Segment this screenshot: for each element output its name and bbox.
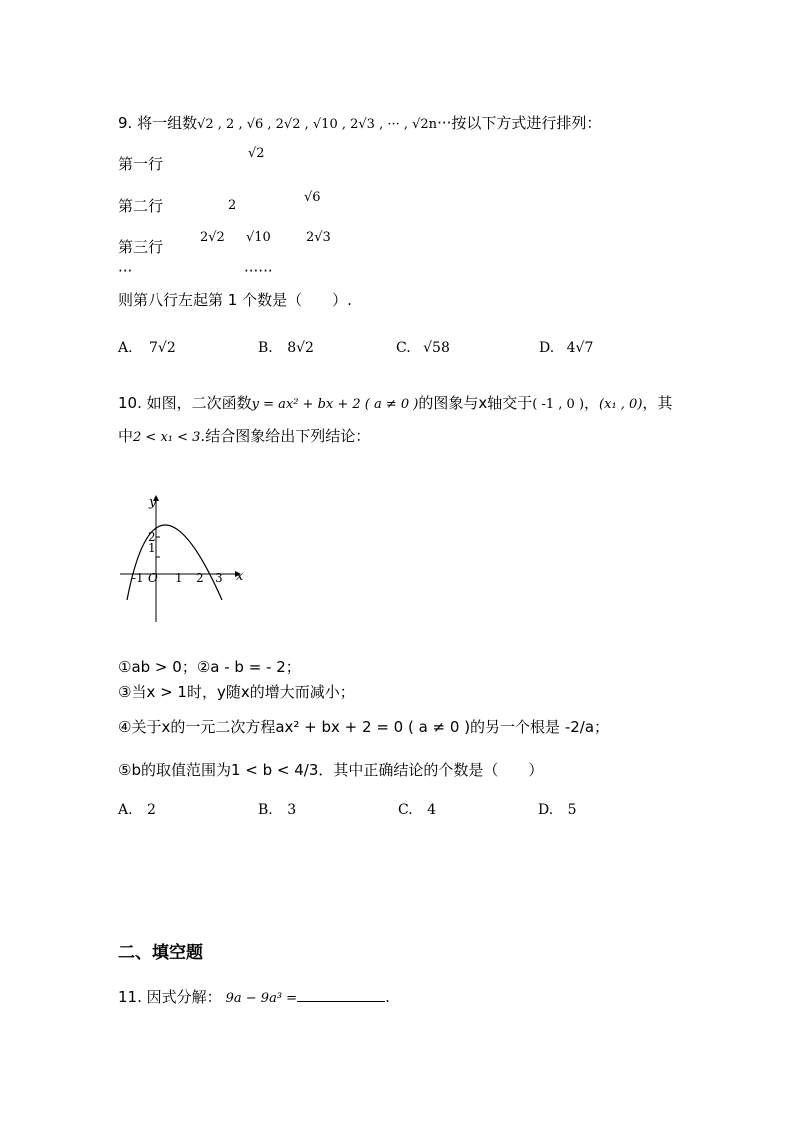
q9-row3-item1: 2√2 [200, 230, 225, 245]
option-letter: B. [258, 340, 273, 356]
q9-row2-item1: 2 [228, 198, 237, 213]
x-tick-label-2: 2 [196, 571, 204, 585]
q10-instruction: .结合图象给出下列结论： [200, 427, 371, 445]
q10-option-d[interactable] [538, 802, 577, 818]
q10-conclusion-1 [118, 656, 301, 677]
option-value: 8√2 [287, 340, 314, 356]
q11-period: . [385, 988, 390, 1006]
q9-option-c[interactable] [396, 340, 450, 356]
x-axis-label: x [236, 569, 244, 584]
conclusion-text: b的取值范围为1 < b < 4/3．其中正确结论的个数是（ ） [131, 761, 544, 779]
q10-zhong: 中 [118, 427, 134, 445]
q9-stem-suffix: ···按以下方式进行排列： [437, 114, 602, 132]
q10-inequality: 2 < x₁ < 3 [133, 430, 201, 445]
conclusion-number: ① [118, 658, 132, 676]
q10-option-c[interactable] [398, 802, 436, 818]
option-letter: D. [539, 340, 555, 356]
y-tick-label-1: 1 [148, 541, 156, 555]
conclusion-text: 关于x的一元二次方程ax² + bx + 2 = 0 ( a ≠ 0 )的另一个根是 -2/a； [131, 718, 610, 736]
q10-conclusion-5 [118, 759, 543, 780]
x-tick-label-neg1: -1 [132, 571, 144, 585]
option-letter: D. [538, 802, 554, 818]
q10-option-a[interactable] [118, 802, 156, 818]
q10-conclusion-4 [118, 716, 609, 737]
q10-stem-line2 [118, 425, 370, 446]
parabola-graph [112, 490, 252, 630]
conclusion-number: ⑤ [118, 761, 132, 779]
option-letter: A. [118, 340, 133, 356]
conclusion-text: ab > 0；②a - b = - 2； [131, 658, 301, 676]
x-tick-label-3: 3 [215, 571, 223, 585]
origin-label: O [148, 571, 158, 585]
option-value: 2 [147, 802, 156, 818]
q9-row1-label: 第一行 [118, 155, 164, 173]
q10-option-b[interactable] [258, 802, 296, 818]
option-letter: C. [398, 802, 413, 818]
q10-text-end: ，其 [642, 394, 673, 412]
q9-row3-label: 第三行 [118, 238, 164, 256]
option-letter: B. [258, 802, 273, 818]
conclusion-text: 当x > 1时，y随x的增大而减小； [131, 683, 355, 701]
q9-row3-item3: 2√3 [306, 230, 331, 245]
parabola-curve [127, 525, 222, 600]
x-tick-label-1: 1 [175, 571, 183, 585]
q9-option-b[interactable] [258, 340, 314, 356]
y-axis-label: y [149, 495, 157, 510]
conclusion-number: ③ [118, 683, 132, 701]
q9-question: 则第八行左起第 1 个数是（ ）. [118, 291, 352, 309]
option-letter: C. [396, 340, 411, 356]
q10-stem-line1 [118, 392, 672, 413]
q9-stem [118, 112, 601, 133]
y-tick-label-2: 2 [148, 530, 156, 544]
q9-row3-item2: √10 [246, 230, 271, 245]
q9-row4-item1: ······ [244, 262, 273, 280]
option-value: √58 [423, 340, 450, 356]
q10-point2: (x₁ , 0) [599, 397, 643, 412]
q9-row2-label: 第二行 [118, 197, 164, 215]
q11-prefix: 11. 因式分解： [118, 988, 222, 1006]
q10-comma: ， [584, 394, 600, 412]
q10-conclusion-3 [118, 681, 355, 702]
conclusion-number: ④ [118, 718, 132, 736]
q10-point1: ( -1 , 0 ) [532, 397, 585, 412]
q9-row2-item2: √6 [304, 190, 321, 205]
option-value: 4 [427, 802, 437, 818]
q10-intro: 10. 如图，二次函数 [118, 394, 252, 412]
q10-function-formula: y = ax² + bx + 2 ( a ≠ 0 ) [251, 397, 419, 412]
q9-stem-sequence: √2 , 2 , √6 , 2√2 , √10 , 2√3 , ··· , √2n [197, 117, 438, 132]
option-letter: A. [118, 802, 133, 818]
q11-formula: 9a − 9a³ = [225, 991, 298, 1006]
section-heading: 二、填空题 [118, 943, 203, 963]
option-value: 7√2 [149, 340, 176, 356]
q9-row1-item1: √2 [248, 146, 265, 161]
q10-text: 的图象与x轴交于 [418, 394, 533, 412]
q9-option-a[interactable] [118, 340, 176, 356]
q11-stem [118, 986, 390, 1007]
option-value: 5 [567, 802, 577, 818]
q11-answer-blank[interactable] [297, 987, 385, 1002]
q9-stem-prefix: 9. 将一组数 [118, 114, 198, 132]
option-value: 4√7 [566, 340, 594, 356]
option-value: 3 [287, 802, 297, 818]
q9-row4-label: ··· [118, 262, 133, 280]
q9-option-d[interactable] [539, 340, 593, 356]
